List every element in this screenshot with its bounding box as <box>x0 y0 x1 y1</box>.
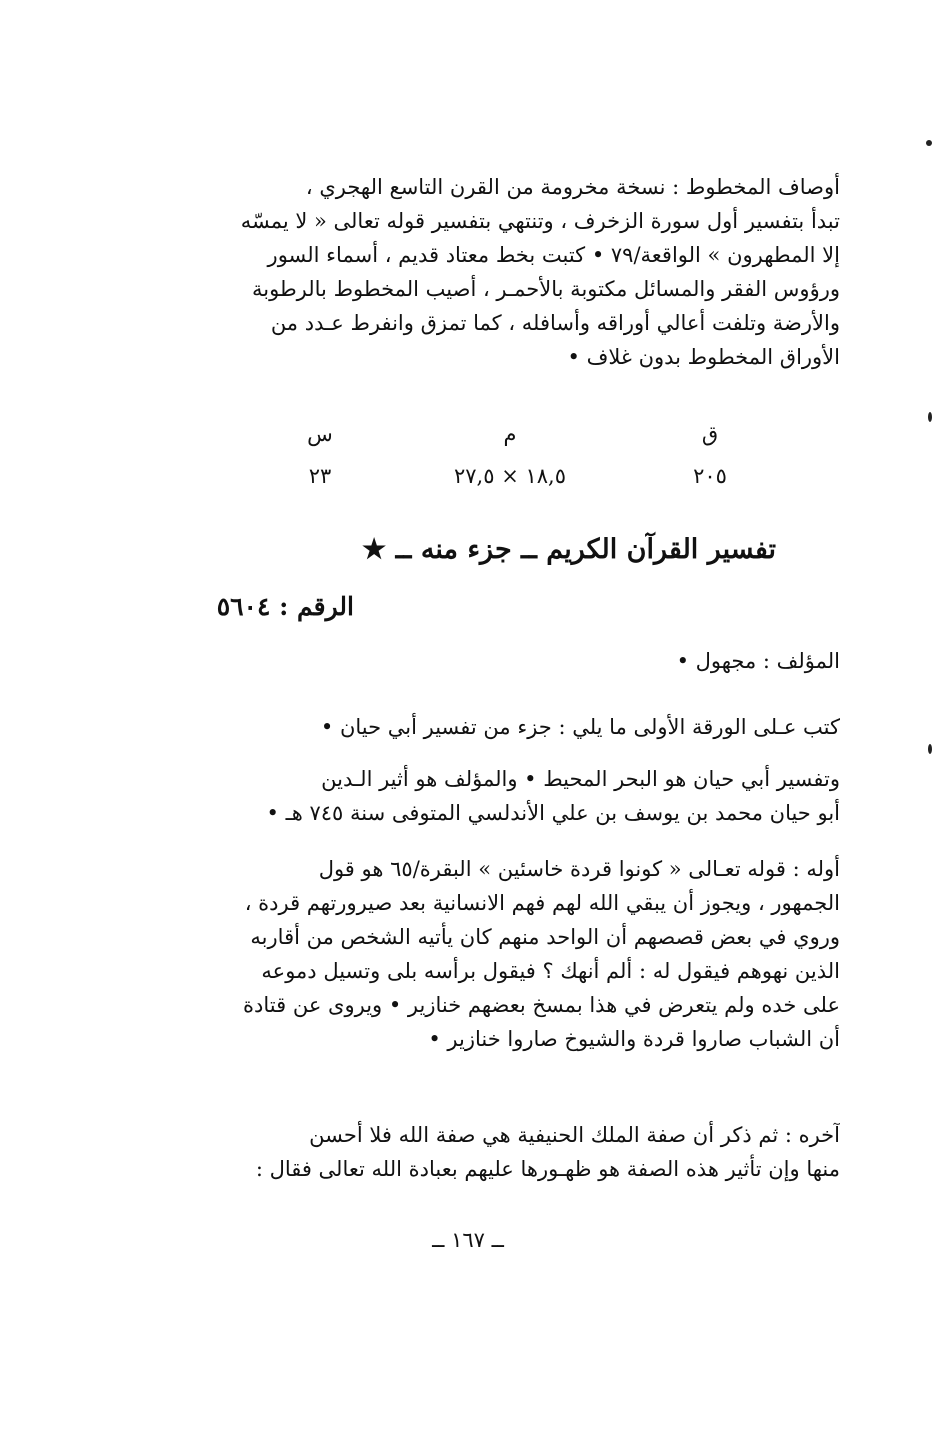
text-line: الجمهور ، ويجوز أن يبقي الله لهم فهم الانسانية بعد صيرورتهم قردة ، <box>244 891 840 915</box>
page-number: ــ ١٦٧ ــ <box>432 1228 504 1252</box>
text-line: الأوراق المخطوط بدون غلاف • <box>567 345 840 369</box>
entry-number: الرقم : ٥٦٠٤ <box>216 592 354 621</box>
entry-title: تفسير القرآن الكريم ــ جزء منه ــ ★ <box>362 534 776 565</box>
author-note <box>180 762 840 830</box>
manuscript-description <box>180 170 840 374</box>
text-line: وروي في بعض قصصهم أن الواحد منهم كان يأتيه الشخص من أقاربه <box>250 925 840 949</box>
text-line: أن الشباب صاروا قردة والشيوخ صاروا خنازير • <box>428 1027 840 1051</box>
text-line: آخره : ثم ذكر أن صفة الملك الحنيفية هي صفة الله فلا أحسن <box>309 1123 840 1147</box>
manuscript-beginning <box>180 852 840 1056</box>
scan-speck <box>928 744 932 754</box>
text-line: أوله : قوله تعـالى « كونوا قردة خاسئين » البقرة/٦٥ هو قول <box>318 857 840 881</box>
size-header: م <box>503 422 517 446</box>
manuscript-ending <box>180 1118 840 1186</box>
text-line: والأرضة وتلفت أعالي أوراقه وأسافله ، كما تمزق وانفرط عـدد من <box>270 311 840 335</box>
text-line: إلا المطهرون » الواقعة/٧٩ • كتبت بخط معتاد قديم ، أسماء السور <box>267 243 840 267</box>
text-line: تبدأ بتفسير أول سورة الزخرف ، وتنتهي بتفسير قوله تعالى « لا يمسّه <box>240 209 840 233</box>
lines-value: ٢٣ <box>308 464 332 488</box>
text-line: ورؤوس الفقر والمسائل مكتوبة بالأحمـر ، أصيب المخطوط بالرطوبة <box>252 277 840 301</box>
text-line: كتب عـلى الورقة الأولى ما يلي : جزء من تفسير أبي حيان • <box>320 715 840 739</box>
text-line: أوصاف المخطوط : نسخة مخرومة من القرن التاسع الهجري ، <box>305 175 840 199</box>
scan-speck <box>928 412 932 422</box>
text-line: وتفسير أبي حيان هو البحر المحيط • والمؤلف هو أثير الـدين <box>321 767 840 791</box>
text-line: أبو حيان محمد بن يوسف بن علي الأندلسي المتوفى سنة ٧٤٥ هـ • <box>266 801 840 825</box>
text-line: الذين نهوهم فيقول له : ألم أنهك ؟ فيقول برأسه بلى وتسيل دموعه <box>261 959 840 983</box>
leaves-header: ق <box>701 422 719 446</box>
text-line: على خده ولم يتعرض في هذا بمسخ بعضهم خنازير • ويروى عن قتادة <box>243 993 840 1017</box>
lines-header: س <box>307 422 333 446</box>
author-line-block <box>180 644 840 678</box>
author-line: المؤلف : مجهول • <box>676 649 840 673</box>
measurements-table <box>250 422 770 502</box>
first-leaf-note <box>180 710 840 744</box>
leaves-value: ٢٠٥ <box>693 464 727 488</box>
text-line: منها وإن تأثير هذه الصفة هو ظهـورها عليهم بعبادة الله تعالى فقال : <box>255 1157 840 1181</box>
size-value: ١٨,٥ × ٢٧,٥ <box>454 464 566 488</box>
scan-speck <box>926 140 932 146</box>
